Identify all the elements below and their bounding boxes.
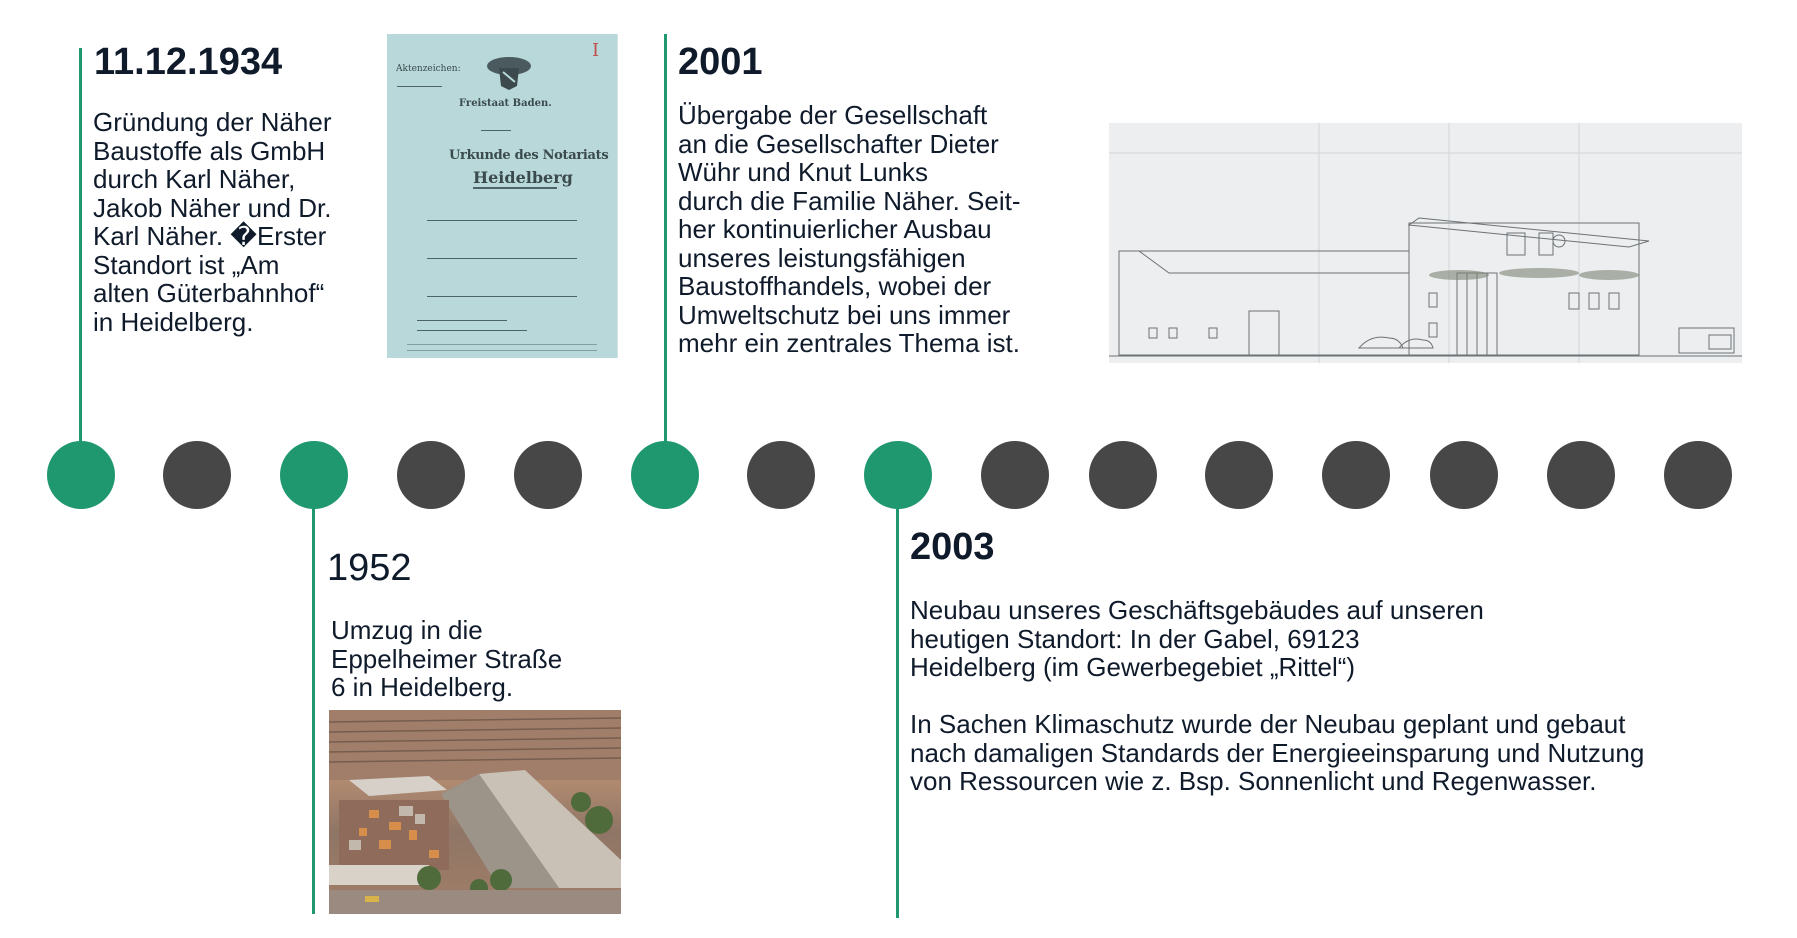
timeline-dot[interactable]: [514, 441, 582, 509]
paragraph-spacer: [910, 682, 1644, 711]
event-text-line: Standort ist „Am: [93, 249, 280, 280]
timeline-dot[interactable]: [1089, 441, 1157, 509]
timeline-dot[interactable]: [397, 441, 465, 509]
timeline-connector-1952: [312, 474, 315, 914]
document-rule: [427, 296, 577, 297]
timeline-dot-1952[interactable]: [280, 441, 348, 509]
document-rule: [481, 130, 511, 131]
timeline-dot[interactable]: [1664, 441, 1732, 509]
document-rule: [417, 320, 507, 321]
event-description-1934: [93, 108, 331, 336]
aerial-photo-eppelheimer-strasse: [329, 710, 621, 914]
event-text-line: nach damaligen Standards der Energieeinsparung und Nutzung: [910, 737, 1645, 768]
event-text-line: her kontinuierlicher Ausbau: [678, 214, 992, 244]
document-title: Urkunde des Notariats: [449, 148, 609, 163]
document-rule: [407, 350, 597, 351]
timeline-dot-2003[interactable]: [864, 441, 932, 509]
coat-of-arms-icon: [479, 52, 539, 92]
event-text-line: In Sachen Klimaschutz wurde der Neubau geplant und gebaut: [910, 709, 1626, 739]
timeline-connector-1934: [79, 48, 82, 476]
timeline-connector-2003: [896, 474, 899, 918]
document-title: Heidelberg: [473, 168, 573, 187]
document-state: Freistaat Baden.: [459, 98, 552, 109]
document-rule: [397, 86, 442, 87]
event-description-2003: [910, 596, 1644, 796]
document-mark: I: [592, 40, 600, 61]
timeline-dot[interactable]: [1322, 441, 1390, 509]
event-text-line: Umzug in die: [331, 615, 483, 645]
event-text-line: alten Güterbahnhof“: [93, 278, 325, 308]
timeline-dot[interactable]: [1430, 441, 1498, 509]
timeline-dot[interactable]: [1547, 441, 1615, 509]
timeline-dot[interactable]: [981, 441, 1049, 509]
event-text-line: von Ressourcen wie z. Bsp. Sonnenlicht und Regenwasser.: [910, 766, 1597, 796]
document-rule: [473, 187, 557, 189]
event-text-line: Baustoffhandels, wobei der: [678, 271, 992, 301]
timeline-dot[interactable]: [747, 441, 815, 509]
document-rule: [427, 258, 577, 259]
aerial-photo-illustration: [329, 710, 621, 914]
event-text-line: heutigen Standort: In der Gabel, 69123: [910, 623, 1360, 654]
document-rule: [407, 344, 597, 345]
timeline-connector-2001: [664, 34, 667, 476]
event-text-line: Heidelberg (im Gewerbegebiet „Rittel“): [910, 652, 1356, 682]
event-text-line: Eppelheimer Straße: [331, 643, 563, 674]
document-label: Aktenzeichen:: [396, 64, 461, 74]
event-description-1952: [331, 616, 562, 702]
event-text-line: Jakob Näher und Dr.: [93, 192, 332, 223]
event-text-line: mehr ein zentrales Thema ist.: [678, 328, 1020, 358]
event-year-2003: 2003: [910, 526, 995, 568]
event-text-line: Wühr und Knut Lunks: [678, 157, 929, 187]
event-text-line: durch Karl Näher,: [93, 164, 296, 194]
event-text-line: Umweltschutz bei uns immer: [678, 299, 1011, 330]
timeline-dot[interactable]: [1205, 441, 1273, 509]
document-rule: [427, 220, 577, 221]
event-text-line: Übergabe der Gesellschaft: [678, 100, 988, 130]
event-description-2001: [678, 101, 1020, 358]
timeline-dot[interactable]: [163, 441, 231, 509]
notary-document-photo: [387, 34, 618, 358]
event-text-line: an die Gesellschafter Dieter: [678, 128, 999, 159]
event-text-line: 6 in Heidelberg.: [331, 672, 514, 702]
event-text-line: Karl Näher. �Erster: [93, 221, 327, 251]
event-text-line: durch die Familie Näher. Seit-: [678, 185, 1021, 216]
timeline-dot-2001[interactable]: [631, 441, 699, 509]
event-year-2001: 2001: [678, 41, 763, 83]
building-elevation-illustration: [1109, 123, 1742, 363]
event-year-1934: 11.12.1934: [94, 41, 283, 83]
event-text-line: unseres leistungsfähigen: [678, 242, 966, 273]
event-text-line: Neubau unseres Geschäftsgebäudes auf unseren: [910, 595, 1484, 625]
timeline-dot-1934[interactable]: [47, 441, 115, 509]
event-year-1952: 1952: [327, 547, 412, 589]
document-rule: [417, 330, 527, 331]
architectural-drawing: [1109, 123, 1742, 363]
event-text-line: in Heidelberg.: [93, 306, 254, 337]
event-text-line: Baustoffe als GmbH: [93, 135, 326, 166]
event-text-line: Gründung der Näher: [93, 107, 332, 137]
